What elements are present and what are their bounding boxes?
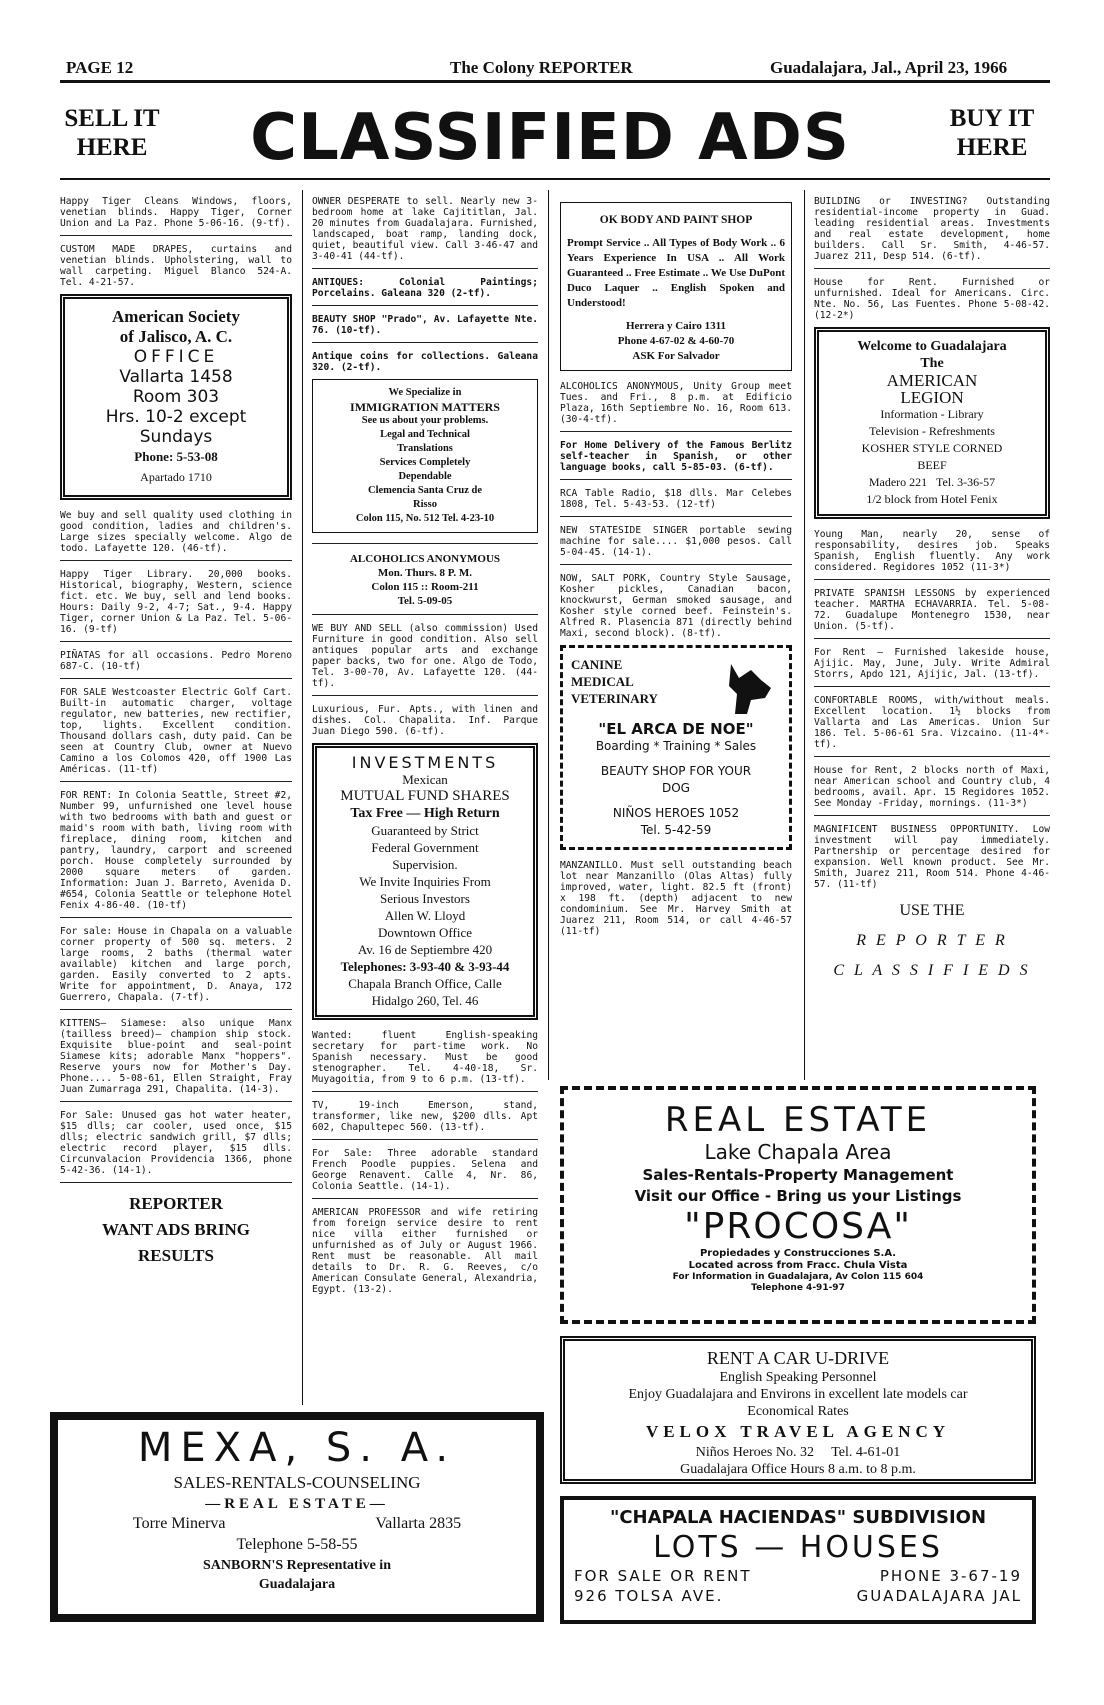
immigration-ad-box: We Specialize in IMMIGRATION MATTERS See us about your problems. Legal and Technical Translations Services Completely Dependable Clemencia Santa Cruz de Risso Colon 115, No. 512 Tel. 4-23-10: [312, 379, 538, 533]
chapala-haciendas-ad-box: "CHAPALA HACIENDAS" SUBDIVISION LOTS — HOUSES FOR SALE OR RENT PHONE 3-67-19 926 TOLSA AVE. GUADALAJARA JAL: [560, 1496, 1036, 1624]
classified-ad: Luxurious, Fur. Apts., with linen and dishes. Col. Chapalita. Inf. Parque Juan Diego 590. (6-tf).: [312, 704, 538, 737]
mexa-ad-box: MEXA, S. A. SALES-RENTALS-COUNSELING —REAL ESTATE— Torre Minerva Vallarta 2835 Telephone 5-58-55 SANBORN'S Representative in Guadalajara: [50, 1412, 544, 1622]
classified-ad: CONFORTABLE ROOMS, with/without meals. Excellent location. 1½ blocks from Vallarta and Las Americas. Union Sur 186. Tel. 5-06-61 Sra. Vizcaino. (11-4*-tf).: [814, 695, 1050, 750]
masthead-rule: [60, 178, 1050, 180]
classified-ad: NOW, SALT PORK, Country Style Sausage, Kosher pickles, Canadian bacon, knockwurst, German smoked sausage, and Kosher style corned beef. Feinstein's. Alfred R. Plasencia 871 (directly behind Maxi, second block). (8-tf).: [560, 573, 792, 639]
dog-head-icon: [721, 658, 777, 718]
column-rule: [548, 190, 549, 1080]
classified-ad: We buy and sell quality used clothing in good condition, ladies and children's. Large sizes specially welcome. Algo de todo. Lafayette 120. (46-tf).: [60, 510, 292, 554]
column-2: [312, 196, 538, 1301]
classified-ad: TV, 19-inch Emerson, stand, transformer, like new, $200 dlls. Apt 602, Chapultepec 560. (13-tf).: [312, 1100, 538, 1133]
use-classifieds-promo: USE THE R E P O R T E R C L A S S I F I E D S: [833, 902, 1031, 979]
real-estate-ad-box: REAL ESTATE Lake Chapala Area Sales-Rentals-Property Management Visit our Office - Bring us your Listings "PROCOSA" Propiedades y Construcciones S.A. Located across from Fracc. Chula Vista For Information in Guadalajara, Av Colon 115 604 Telephone 4-91-97: [560, 1086, 1036, 1324]
classified-ad: Wanted: fluent English-speaking secretary for part-time work. No Spanish necessary. Must be good stenographer. Tel. 4-40-18, Sr. Muyagoitia, from 9 to 6 p.m. (13-tf).: [312, 1030, 538, 1085]
classified-ad: OWNER DESPERATE to sell. Nearly new 3-bedroom home at lake Cajititlan, Jal. 20 minutes from Guadalajara. Furnished, landscaped, boat ramp, landing dock, quiet, beautiful view. Call 3-46-47 and 3-40-41 (44-tf).: [312, 196, 538, 262]
classified-ad: CUSTOM MADE DRAPES, curtains and venetian blinds. Upholstering, wall to wall carpeting. Miguel Blanco 524-A. Tel. 4-21-57.: [60, 244, 292, 288]
classified-ad: NEW STATESIDE SINGER portable sewing machine for sale.... $1,000 pesos. Call 5-04-45. (14-1).: [560, 525, 792, 558]
classified-ad: For Home Delivery of the Famous Berlitz self-teacher in Spanish, or other language books, call 5-85-03. (6-tf).: [560, 440, 792, 473]
header-rule: [60, 80, 1050, 83]
classified-ad: House for Rent. Furnished or unfurnished. Ideal for Americans. Circ. Nte. No. 56, Las Fuentes. Phone 5-08-42. (12-2*): [814, 277, 1050, 321]
classified-ad: House for Rent, 2 blocks north of Maxi, near American school and Country club, 4 bedrooms, avail. Apr. 15 Regidores 1052. See Monday -Friday, mornings. (11-3*): [814, 765, 1050, 809]
classified-ad: Antique coins for collections. Galeana 320. (2-tf).: [312, 351, 538, 373]
page-number: PAGE 12: [66, 58, 134, 77]
classified-ad: AMERICAN PROFESSOR and wife retiring from foreign service desire to rent nice villa either furnished or unfurnished as of July or August 1966. Rent must be reasonable. All mail details to Dr. R. G. Reeves, c/o American Consulate General, Alexandria, Egypt. (13-2).: [312, 1207, 538, 1295]
classified-ad: PRIVATE SPANISH LESSONS by experienced teacher. MARTHA ECHAVARRIA. Tel. 5-08-72. Guadalupe Montenegro 1530, near Union. (5-tf).: [814, 588, 1050, 632]
buy-it-here: BUY IT HERE: [949, 105, 1035, 161]
column-rule: [302, 190, 303, 1405]
classified-ad: FOR RENT: In Colonia Seattle, Street #2, Number 99, unfurnished one level house with two bedrooms with bath and guest or maid's room with bath, living room with fireplace, dining room, kitchen and pantry, laundry, carport and screened porch. House completely surrounded by 2000 square meters of garden. Information: Juan J. Barreto, Avenida D. #654, Colonia Seattle or telephone Hotel Fenix 4-86-40. (10-tf): [60, 790, 292, 911]
classified-ad: For Sale: Unused gas hot water heater, $15 dlls; car cooler, used once, $15 dlls; electric sandwich grill, $7 dlls; electric record player, $15 dlls. Circunvalacion Providencia 1366, phone 5-42-36. (14-1).: [60, 1110, 292, 1176]
aa-ad: ALCOHOLICS ANONYMOUS Mon. Thurs. 8 P. M. Colon 115 :: Room-211 Tel. 5-09-05: [349, 553, 501, 607]
classified-ad: FOR SALE Westcoaster Electric Golf Cart. Built-in automatic charger, voltage regulator, new batteries, new rectifier, top, lights. Excellent condition. Thousand dollars cash, duty paid. Can be seen at Country Club, owner at Nuevo Camino a los Colomos 420, off 1900 Las Américas. (11-tf): [60, 687, 292, 775]
investments-ad-box: INVESTMENTS Mexican MUTUAL FUND SHARES Tax Free — High Return Guaranteed by Strict Federal Government Supervision. We Invite Inquiries From Serious Investors Allen W. Lloyd Downtown Office Av. 16 de Septiembre 420 Telephones: 3-93-40 & 3-93-44 Chapala Branch Office, Calle Hidalgo 260, Tel. 46: [312, 743, 538, 1020]
classified-ad: For Rent — Furnished lakeside house, Ajijic. May, June, July. Write Admiral Storrs, Apdo 121, Ajijic, Jal. (13-tf).: [814, 647, 1050, 680]
classified-ad: Happy Tiger Cleans Windows, floors, venetian blinds. Happy Tiger, Corner Union and La Paz. Phone 5-06-16. (9-tf).: [60, 196, 292, 229]
classified-ad: Young Man, nearly 20, sense of responsability, desires job. Speaks Spanish, English fluently. Any work considered. Regidores 1052 (11-3*): [814, 529, 1050, 573]
section-title: CLASSIFIED ADS: [250, 101, 850, 175]
society-ad-box: American Society of Jalisco, A. C. OFFICE Vallarta 1458 Room 303 Hrs. 10-2 except Sundays Phone: 5-53-08 Apartado 1710: [60, 294, 292, 500]
classified-ad: KITTENS— Siamese: also unique Manx (tailless breed)— champion ship stock. Exquisite blue-point and seal-point Siamese kits; adorable Manx "hoppers". Reserve yours now for Mother's Day. Phone.... 5-08-61, Ellen Straight, Fray Juan Zumarraga 291, Chapalita. (14-3).: [60, 1018, 292, 1095]
classified-ad: WE BUY AND SELL (also commission) Used Furniture in good condition. Also sell antiques popular arts and exchange paper backs, two for one. Algo de Todo, Tel. 3-00-70, Av. Lafayette 120. (44-tf).: [312, 623, 538, 689]
column-3: [560, 196, 792, 943]
body-shop-ad-box: OK BODY AND PAINT SHOP Prompt Service .. All Types of Body Work .. 6 Years Experience In USA .. All Work Guaranteed .. Free Estimate .. We Use DuPont Duco Laquer .. English Spoken and Understood! Herrera y Cairo 1311 Phone 4-67-02 & 4-60-70 ASK For Salvador: [560, 202, 792, 371]
dateline: Guadalajara, Jal., April 23, 1966: [770, 58, 1008, 77]
rent-a-car-ad-box: RENT A CAR U-DRIVE English Speaking Personnel Enjoy Guadalajara and Environs in excellent late models car Economical Rates VELOX TRAVEL AGENCY Niños Heroes No. 32 Tel. 4-61-01 Guadalajara Office Hours 8 a.m. to 8 p.m.: [560, 1336, 1036, 1484]
classified-ad: For sale: House in Chapala on a valuable corner property of 500 sq. meters. 2 large rooms, 2 baths (thermal water available) kitchen and large porch, garden. Easily converted to 2 apts. Write for appointment, D. Anaya, 172 Guerrero, Chapala. (7-tf).: [60, 926, 292, 1003]
classified-ad: For Sale: Three adorable standard French Poodle puppies. Selena and George Renavent. Calle 4, Nr. 86, Colonia Seattle. (14-1).: [312, 1148, 538, 1192]
paper-name: The Colony REPORTER: [450, 58, 633, 77]
legion-ad-box: Welcome to Guadalajara The AMERICAN LEGION Information - Library Television - Refreshments KOSHER STYLE CORNED BEEF Madero 221 Tel. 3-36-57 1/2 block from Hotel Fenix: [814, 327, 1050, 519]
classified-ad: Happy Tiger Library. 20,000 books. Historical, biography, Western, science fict. etc. We buy, sell and lend books. Hours: Daily 9-2, 4-7; Sat., 9-4. Happy Tiger, corner Union & La Paz. Tel. 5-06-16. (9-tf): [60, 569, 292, 635]
column-4: [814, 196, 1050, 986]
reporter-promo: REPORTER WANT ADS BRING RESULTS: [101, 1194, 250, 1265]
classified-ad: MANZANILLO. Must sell outstanding beach lot near Manzanillo (Olas Altas) fully improved, water, light. 82.5 ft (front) x 198 ft. (depth) adjacent to new condominium. See Mr. Harvey Smith at Juarez 211, Room 514, or call 4-46-57 (11-tf): [560, 860, 792, 937]
classified-ad: BUILDING or INVESTING? Outstanding residential-income property in Guad. leading residential areas. Investments and real estate development, home builders. Call Sr. Smith, 4-46-57. Juarez 211, Desp 514. (6-tf).: [814, 196, 1050, 262]
column-rule: [804, 190, 805, 1080]
classified-ad: RCA Table Radio, $18 dlls. Mar Celebes 1808, Tel. 5-43-53. (12-tf): [560, 488, 792, 510]
classified-ad: BEAUTY SHOP "Prado", Av. Lafayette Nte. 76. (10-tf).: [312, 314, 538, 336]
sell-it-here: SELL IT HERE: [64, 105, 160, 161]
classified-ad: ALCOHOLICS ANONYMOUS, Unity Group meet Tues. and Fri., 8 p.m. at Edificio Plaza, 16th Septiembre No. 16, Room 613. (30-4-tf).: [560, 381, 792, 425]
column-1: [60, 196, 292, 1269]
classified-ad: ANTIQUES: Colonial Paintings; Porcelains. Galeana 320 (2-tf).: [312, 277, 538, 299]
classified-ad: MAGNIFICENT BUSINESS OPPORTUNITY. Low investment will pay immediately. Partnership or percentage desired for expansion. Well known product. See Mr. Smith, Juarez 211, Room 514. Phone 4-46-57. (11-tf): [814, 824, 1050, 890]
classified-ad: PIÑATAS for all occasions. Pedro Moreno 687-C. (10-tf): [60, 650, 292, 672]
veterinary-ad-box: CANINE MEDICAL VETERINARY "EL ARCA DE NOE" Boarding * Training * Sales BEAUTY SHOP FOR YOUR DOG NIÑOS HEROES 1052 Tel. 5-42-59: [560, 645, 792, 850]
